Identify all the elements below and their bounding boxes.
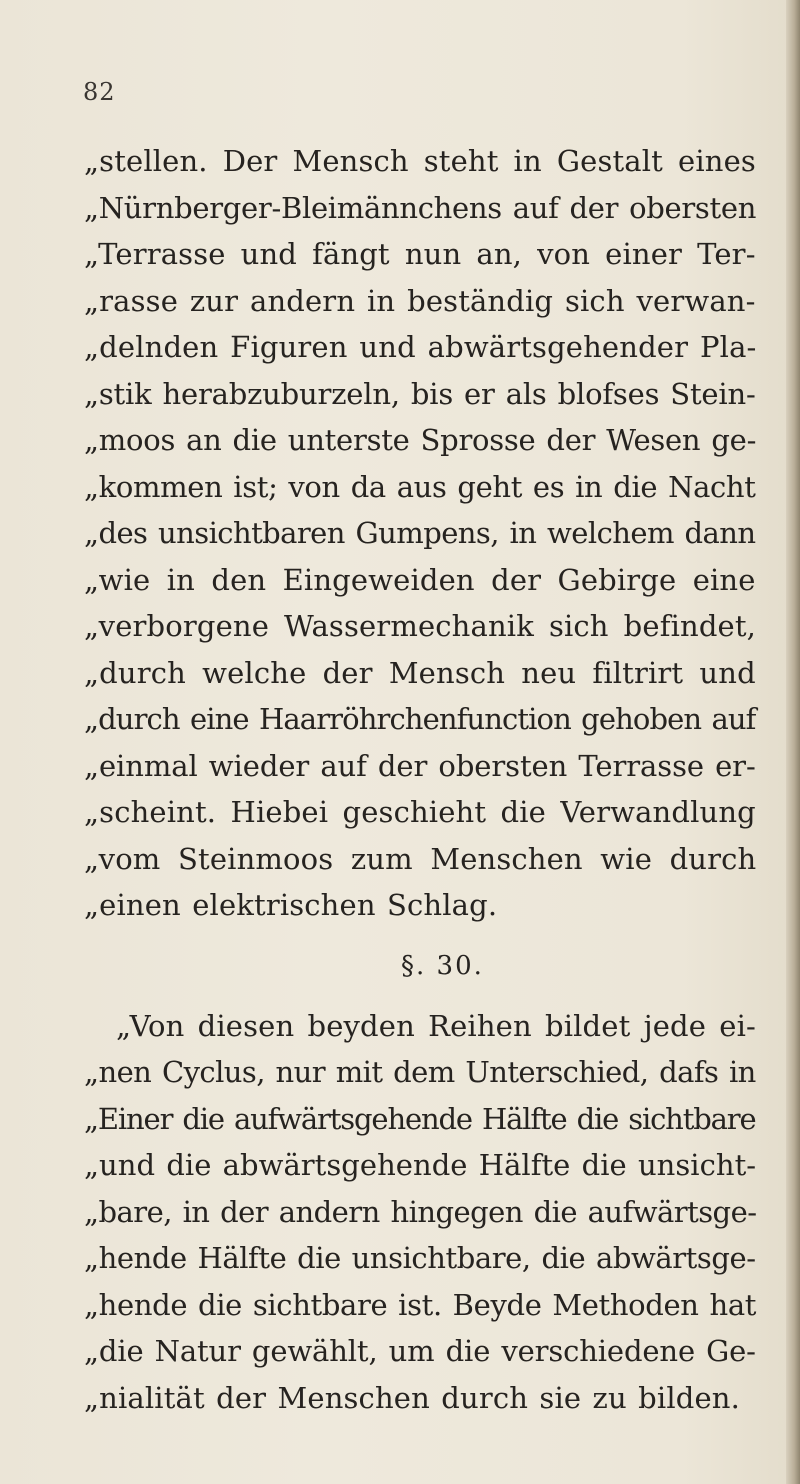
text-line: „die Natur gewählt, um die verschiedene Ge- bbox=[84, 1334, 756, 1368]
text-line: „Von diesen beyden Reihen bildet jede ei- bbox=[116, 1008, 756, 1043]
text-line: „hende die sichtbare ist. Beyde Methoden hat bbox=[84, 1287, 757, 1322]
text-line: „moos an die unterste Sprosse der Wesen ge- bbox=[84, 423, 757, 457]
text-line: „rasse zur andern in beständig sich verwan- bbox=[84, 283, 756, 318]
text-line: „nen Cyclus, nur mit dem Unterschied, dafs in bbox=[84, 1055, 756, 1089]
text-line: „verborgene Wassermechanik sich befindet, bbox=[84, 609, 757, 643]
text-line: „Terrasse und fängt nun an, von einer Ter- bbox=[84, 237, 756, 271]
text-line: „wie in den Eingeweiden der Gebirge eine bbox=[84, 562, 756, 597]
paragraph-1 bbox=[84, 138, 756, 929]
text-line: „kommen ist; von da aus geht es in die Nacht bbox=[84, 469, 756, 504]
text-line: „stik herabzuburzeln, bis er als blofses Stein- bbox=[84, 376, 756, 411]
text-line: „Nürnberger-Bleimännchens auf der obersten bbox=[84, 190, 757, 225]
text-line: „und die abwärtsgehende Hälfte die unsicht- bbox=[84, 1148, 757, 1182]
text-line: „scheint. Hiebei geschieht die Verwandlung bbox=[84, 795, 756, 829]
text-line: „durch eine Haarröhrchenfunction gehoben auf bbox=[84, 702, 756, 736]
text-line: „durch welche der Mensch neu filtrirt und bbox=[84, 655, 756, 690]
text-line: „Einer die aufwärtsgehende Hälfte die sichtbare bbox=[84, 1101, 756, 1136]
text-line: „vom Steinmoos zum Menschen wie durch bbox=[84, 841, 757, 876]
text-line: „einmal wieder auf der obersten Terrasse er- bbox=[84, 748, 756, 783]
text-line: „nialität der Menschen durch sie zu bilden. bbox=[84, 1380, 740, 1415]
page-edge-shadow bbox=[786, 0, 800, 1484]
section-heading: §. 30. bbox=[401, 950, 484, 981]
text-line: „delnden Figuren und abwärtsgehender Pla- bbox=[84, 330, 757, 364]
text-line: „des unsichtbaren Gumpens, in welchem dann bbox=[84, 516, 756, 550]
text-line: „hende Hälfte die unsichtbare, die abwärtsge- bbox=[84, 1241, 756, 1275]
text-line: „stellen. Der Mensch steht in Gestalt eines bbox=[84, 144, 756, 178]
text-line: „bare, in der andern hingegen die aufwärtsge- bbox=[84, 1194, 757, 1229]
body-text bbox=[84, 138, 756, 1421]
paragraph-2 bbox=[84, 1003, 756, 1422]
text-line: „einen elektrischen Schlag. bbox=[84, 888, 498, 922]
page-number: 82 bbox=[83, 78, 116, 106]
